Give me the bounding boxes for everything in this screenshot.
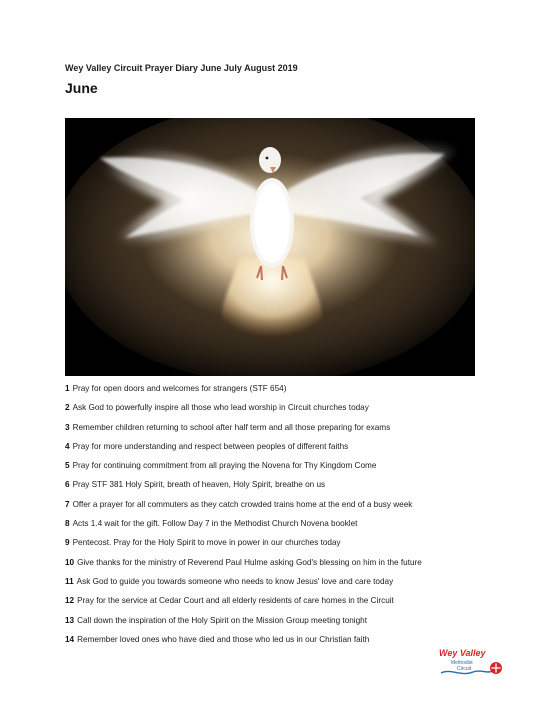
list-item [65,498,485,517]
entry-number: 10 [65,557,75,567]
entry-number: 14 [65,634,75,644]
list-item [65,633,485,652]
list-item [65,382,485,401]
entry-number: 3 [65,422,70,432]
entry-text: Give thanks for the ministry of Reverend Paul Hulme asking God's blessing on him in the future [77,557,422,567]
list-item [65,517,485,536]
list-item [65,401,485,420]
entry-text: Pray STF 381 Holy Spirit, breath of heaven, Holy Spirit, breathe on us [72,480,326,490]
list-item [65,536,485,555]
entry-number: 11 [65,576,74,586]
list-item [65,421,485,440]
list-item [65,440,485,459]
entry-number: 1 [65,384,70,393]
list-item [65,459,485,478]
logo-subtitle: Methodist [451,660,473,666]
entry-number: 5 [65,461,70,471]
entry-number: 6 [65,480,70,490]
list-item [65,594,485,613]
logo-subtitle-2: Circuit [457,666,472,672]
logo-title: Wey Valley [439,648,486,658]
white-dove-icon [65,118,475,376]
month-heading: June [65,80,98,96]
dove-photo [65,118,475,376]
circuit-logo [437,648,505,680]
page-header: Wey Valley Circuit Prayer Diary June July August 2019 [65,63,298,73]
list-item [65,575,485,594]
entry-text: Ask God to guide you towards someone who needs to know Jesus' love and care today [76,576,394,586]
entry-text: Pray for open doors and welcomes for strangers (STF 654) [72,384,287,393]
entry-text: Offer a prayer for all commuters as they catch crowded trains home at the end of a busy week [72,499,413,509]
entry-text: Pray for continuing commitment from all praying the Novena for Thy Kingdom Come [72,461,377,471]
entry-text: Pentecost. Pray for the Holy Spirit to move in power in our churches today [72,538,341,548]
entry-number: 8 [65,519,70,529]
list-item [65,556,485,575]
entry-number: 13 [65,615,75,625]
entry-text: Remember children returning to school after half term and all those preparing for exams [72,422,391,432]
entry-number: 7 [65,499,70,509]
list-item [65,614,485,633]
entry-text: Remember loved ones who have died and those who led us in our Christian faith [77,634,370,644]
entry-number: 4 [65,441,70,451]
prayer-list [65,382,485,652]
entry-number: 2 [65,403,70,413]
entry-text: Pray for the service at Cedar Court and all elderly residents of care homes in the Circuit [77,596,394,606]
list-item [65,478,485,497]
entry-text: Pray for more understanding and respect between peoples of different faiths [72,441,349,451]
entry-text: Call down the inspiration of the Holy Spirit on the Mission Group meeting tonight [77,615,368,625]
entry-number: 9 [65,538,70,548]
entry-number: 12 [65,596,75,606]
entry-text: Ask God to powerfully inspire all those who lead worship in Circuit churches today [72,403,369,413]
entry-text: Acts 1.4 wait for the gift. Follow Day 7 in the Methodist Church Novena booklet [72,519,358,529]
